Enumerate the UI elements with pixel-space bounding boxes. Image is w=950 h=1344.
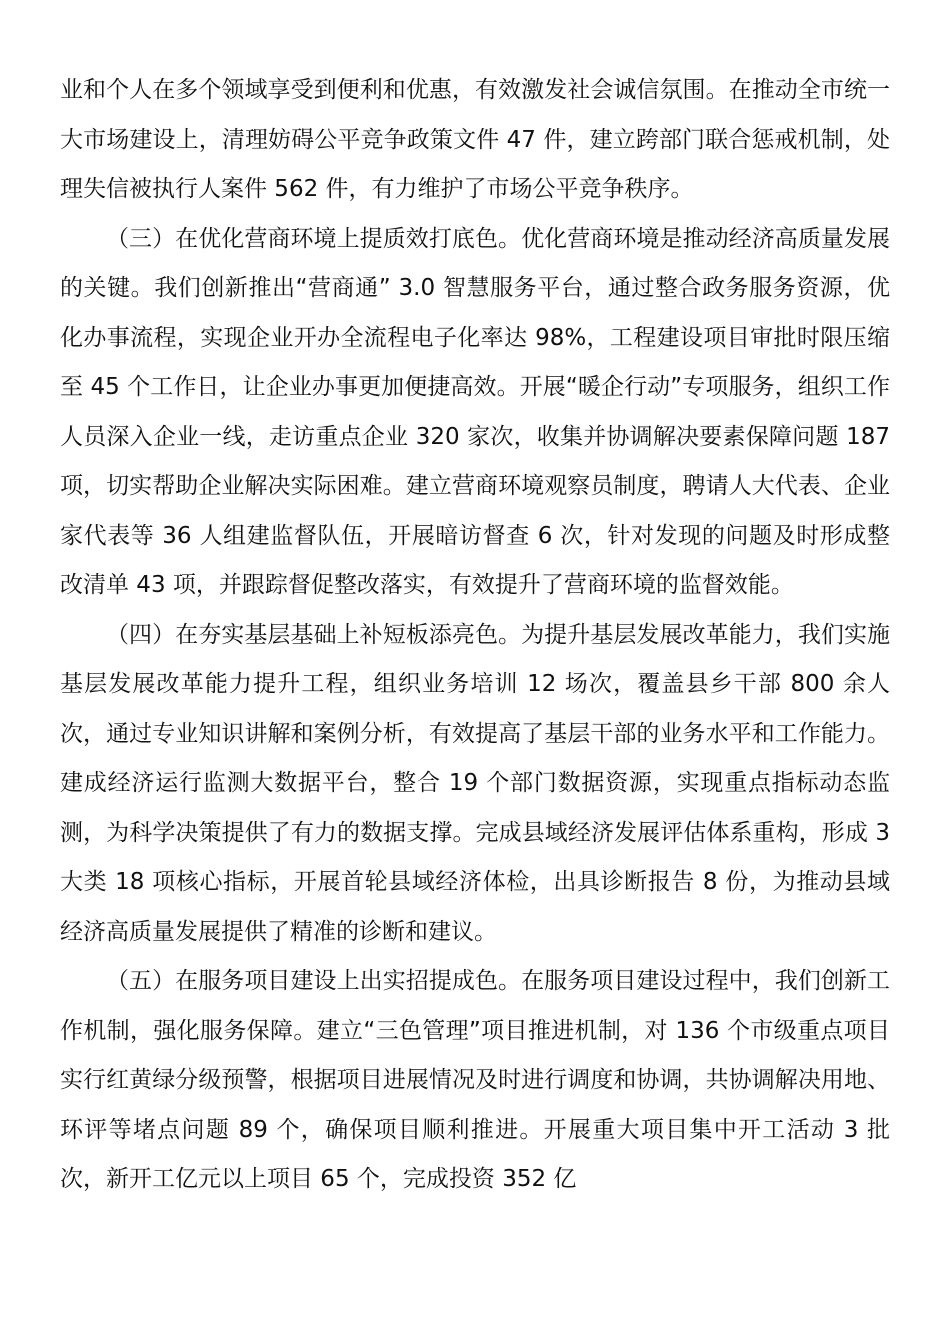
paragraph-continuation: 业和个人在多个领域享受到便利和优惠，有效激发社会诚信氛围。在推动全市统一大市场建设上，清理妨碍公平竞争政策文件 47 件，建立跨部门联合惩戒机制，处理失信被执行人案件 562 件，有力维护了市场公平竞争秩序。 xyxy=(60,77,890,202)
paragraph-section-three: （三）在优化营商环境上提质效打底色。优化营商环境是推动经济高质量发展的关键。我们创新推出“营商通” 3.0 智慧服务平台，通过整合政务服务资源，优化办事流程，实现企业开办全流程电子化率达 98%，工程建设项目审批时限压缩至 45 个工作日，让企业办事更加便捷高效。开展“暖企行动”专项服务，组织工作人员深入企业一线，走访重点企业 320 家次，收集并协调解决要素保障问题 187 项，切实帮助企业解决实际困难。建立营商环境观察员制度，聘请人大代表、企业家代表等 36 人组建监督队伍，开展暗访督查 6 次，针对发现的问题及时形成整改清单 43 项，并跟踪督促整改落实，有效提升了营商环境的监督效能。 xyxy=(60,225,890,598)
paragraph-section-five: （五）在服务项目建设上出实招提成色。在服务项目建设过程中，我们创新工作机制，强化服务保障。建立“三色管理”项目推进机制，对 136 个市级重点项目实行红黄绿分级预警，根据项目进展情况及时进行调度和协调，共协调解决用地、环评等堵点问题 89 个，确保项目顺利推进。开展重大项目集中开工活动 3 批次，新开工亿元以上项目 65 个，完成投资 352 亿 xyxy=(60,968,890,1192)
document-body xyxy=(60,66,890,1205)
paragraph-section-four: （四）在夯实基层基础上补短板添亮色。为提升基层发展改革能力，我们实施基层发展改革能力提升工程，组织业务培训 12 场次，覆盖县乡干部 800 余人次，通过专业知识讲解和案例分析，有效提高了基层干部的业务水平和工作能力。建成经济运行监测大数据平台，整合 19 个部门数据资源，实现重点指标动态监测，为科学决策提供了有力的数据支撑。完成县域经济发展评估体系重构，形成 3 大类 18 项核心指标，开展首轮县域经济体检，出具诊断报告 8 份，为推动县域经济高质量发展提供了精准的诊断和建议。 xyxy=(60,621,890,945)
